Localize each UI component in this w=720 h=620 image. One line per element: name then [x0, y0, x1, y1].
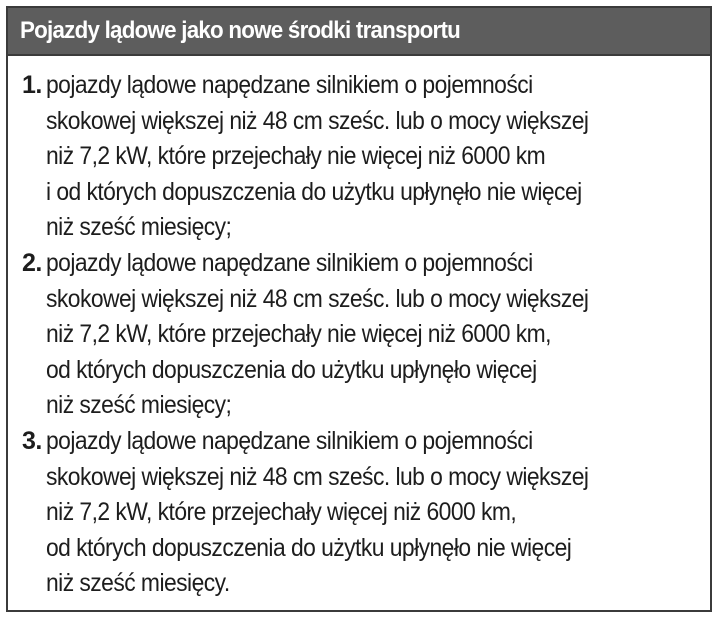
list-item-1	[22, 68, 698, 246]
item-text-line: skokowej większej niż 48 cm sześc. lub o mocy większej	[46, 106, 589, 135]
item-text-line: od których dopuszczenia do użytku upłynęło więcej	[46, 355, 537, 384]
item-text	[46, 246, 698, 424]
item-text-line: niż sześć miesięcy;	[46, 391, 232, 420]
item-text-line: niż sześć miesięcy;	[46, 213, 232, 242]
box-title: Pojazdy lądowe jako nowe środki transportu	[20, 17, 461, 44]
item-text-line: niż 7,2 kW, które przejechały nie więcej niż 6000 km	[46, 142, 546, 171]
item-text	[46, 68, 698, 246]
item-text-line: pojazdy lądowe napędzane silnikiem o pojemności	[46, 71, 533, 99]
item-number: 1.	[22, 71, 42, 99]
item-text-line: skokowej większej niż 48 cm sześc. lub o mocy większej	[46, 462, 589, 491]
item-text-line: niż sześć miesięcy.	[46, 569, 230, 598]
box-header	[8, 8, 710, 56]
item-list	[8, 56, 710, 602]
item-text-line: skokowej większej niż 48 cm sześc. lub o mocy większej	[46, 284, 589, 313]
item-text-line: niż 7,2 kW, które przejechały nie więcej niż 6000 km,	[46, 320, 551, 349]
item-text-line: pojazdy lądowe napędzane silnikiem o pojemności	[46, 248, 533, 277]
list-item-3	[22, 424, 698, 602]
item-text	[46, 424, 698, 602]
item-text-line: od których dopuszczenia do użytku upłynęło nie więcej	[46, 533, 572, 562]
item-number: 2.	[22, 248, 42, 277]
info-box	[6, 6, 712, 612]
item-text-line: niż 7,2 kW, które przejechały więcej niż 6000 km,	[46, 498, 517, 527]
item-number: 3.	[22, 426, 42, 455]
item-text-line: i od których dopuszczenia do użytku upłynęło nie więcej	[46, 177, 582, 206]
list-item-2	[22, 246, 698, 424]
item-text-line: pojazdy lądowe napędzane silnikiem o pojemności	[46, 426, 533, 455]
